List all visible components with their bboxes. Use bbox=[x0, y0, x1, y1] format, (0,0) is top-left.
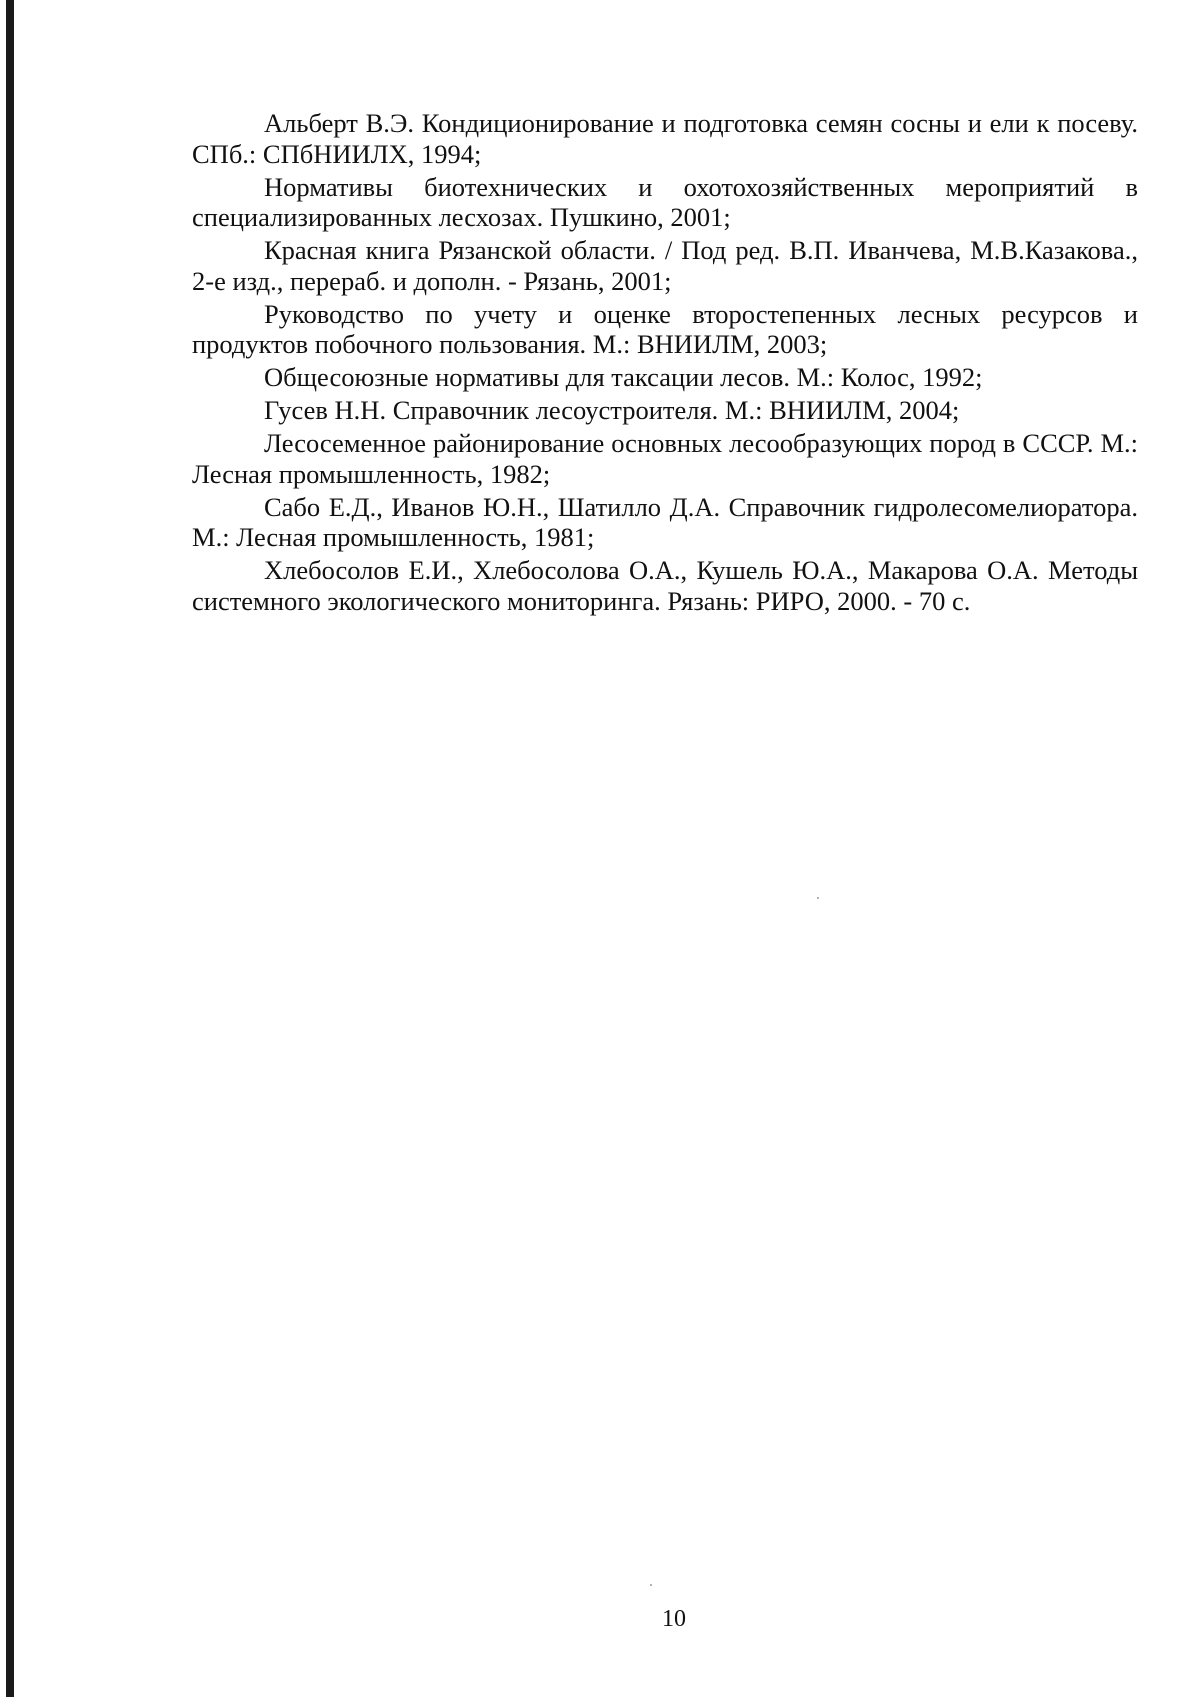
scan-speck bbox=[817, 897, 819, 899]
reference-item-4: Руководство по учету и оценке второстепенных лесных ресурсов и продуктов побочного пользования. М.: ВНИИЛМ, 2003; bbox=[192, 298, 1138, 359]
reference-item-8: Сабо Е.Д., Иванов Ю.Н., Шатилло Д.А. Справочник гидролесомелиоратора. М.: Лесная промышленность, 1981; bbox=[192, 491, 1138, 552]
page-number: 10 bbox=[662, 1606, 686, 1632]
reference-item-6: Гусев Н.Н. Справочник лесоустроителя. М.: ВНИИЛМ, 2004; bbox=[264, 395, 960, 425]
scan-speck bbox=[650, 1584, 652, 1586]
reference-item-5: Общесоюзные нормативы для таксации лесов. М.: Колос, 1992; bbox=[264, 362, 983, 392]
reference-item-7: Лесосеменное районирование основных лесообразующих пород в СССР. М.: Лесная промышленность, 1982; bbox=[192, 428, 1138, 489]
reference-item-3: Красная книга Рязанской области. / Под ред. В.П. Иванчева, М.В.Казакова., 2-е изд., перераб. и дополн. - Рязань, 2001; bbox=[192, 235, 1138, 296]
reference-item-1: Альберт В.Э. Кондиционирование и подготовка семян сосны и ели к посеву. СПб.: СПбНИИЛХ, 1994; bbox=[192, 108, 1138, 169]
scan-left-border bbox=[6, 0, 14, 1697]
reference-item-9: Хлебосолов Е.И., Хлебосолова О.А., Кушель Ю.А., Макарова О.А. Методы системного экологического мониторинга. Рязань: РИРО, 2000. - 70 с. bbox=[192, 555, 1138, 616]
reference-item-2: Нормативы биотехнических и охотохозяйственных мероприятий в специализированных лесхозах. Пушкино, 2001; bbox=[192, 171, 1138, 232]
reference-list bbox=[192, 108, 1138, 619]
